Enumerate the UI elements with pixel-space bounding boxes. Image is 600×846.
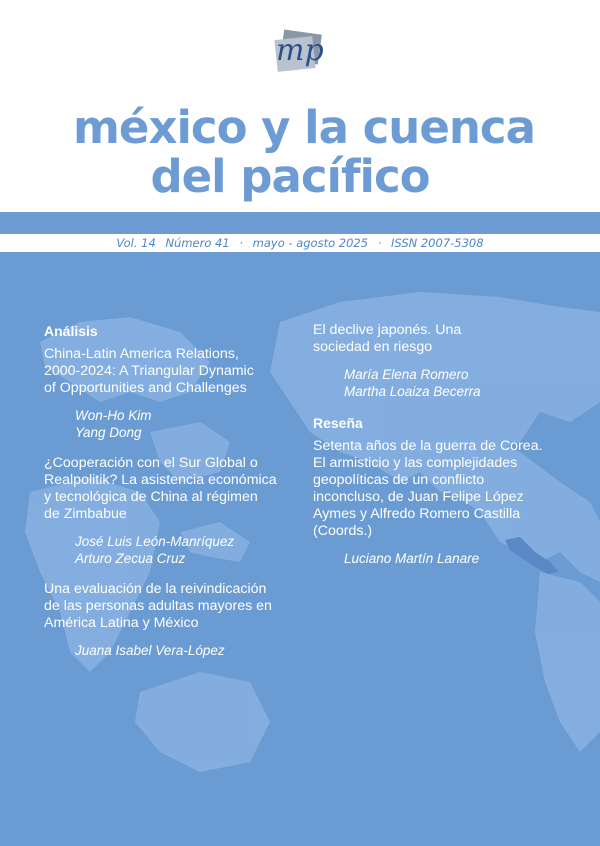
journal-title-line2: del pacífico bbox=[150, 150, 430, 203]
review-author: Luciano Martín Lanare bbox=[344, 551, 480, 566]
mp-logo-icon bbox=[268, 26, 334, 76]
article-title: China-Latin America Relations, bbox=[44, 346, 239, 362]
article-title: y tecnológica de China al régimen bbox=[44, 489, 258, 505]
review-title: Aymes y Alfredo Romero Castilla bbox=[313, 506, 521, 522]
article-title: El declive japonés. Una bbox=[313, 322, 462, 338]
volume: Vol. 14 bbox=[116, 236, 156, 250]
period: mayo - agosto 2025 bbox=[252, 236, 369, 250]
article-author: José Luis León-Manríquez bbox=[75, 534, 235, 549]
article-title: de Zimbabue bbox=[44, 506, 127, 522]
separator: · bbox=[377, 236, 382, 250]
contents-panel bbox=[0, 252, 600, 846]
article-author: Martha Loaiza Becerra bbox=[344, 384, 481, 399]
number: Número 41 bbox=[165, 236, 230, 250]
article-author: Won-Ho Kim bbox=[75, 408, 152, 423]
article-title: ¿Cooperación con el Sur Global o bbox=[44, 455, 258, 471]
article-title: of Opportunities and Challenges bbox=[44, 380, 247, 396]
header bbox=[0, 0, 600, 212]
separator: · bbox=[239, 236, 243, 250]
article-title: sociedad en riesgo bbox=[313, 339, 433, 355]
top-band bbox=[0, 212, 600, 234]
article-author: Juana Isabel Vera-López bbox=[75, 643, 225, 658]
article-title: Realpolitik? La asistencia económica bbox=[44, 472, 277, 488]
section-resena: Reseña bbox=[313, 415, 363, 431]
review bbox=[313, 438, 588, 567]
left-column bbox=[44, 322, 294, 659]
article bbox=[44, 346, 294, 441]
article-author: Arturo Zecua Cruz bbox=[75, 551, 186, 566]
issn: ISSN 2007-5308 bbox=[391, 236, 484, 250]
article-author: María Elena Romero bbox=[344, 367, 469, 382]
svg-text:mp: mp bbox=[276, 33, 324, 68]
article bbox=[44, 581, 294, 659]
review-title: geopolíticas de un conflicto bbox=[313, 472, 485, 488]
article bbox=[44, 455, 294, 567]
issue-info bbox=[0, 234, 600, 252]
journal-title-line1: méxico y la cuenca bbox=[73, 101, 535, 154]
section-analisis: Análisis bbox=[44, 323, 98, 339]
article-title: América Latina y México bbox=[44, 615, 199, 631]
article-author: Yang Dong bbox=[75, 425, 142, 440]
article-title: Una evaluación de la reivindicación bbox=[44, 581, 267, 597]
review-title: El armisticio y las complejidades bbox=[313, 455, 518, 471]
right-column bbox=[313, 322, 588, 567]
review-title: inconcluso, de Juan Felipe López bbox=[313, 489, 524, 505]
review-title: Setenta años de la guerra de Corea. bbox=[313, 438, 543, 454]
article-title: 2000-2024: A Triangular Dynamic bbox=[44, 363, 254, 379]
article bbox=[313, 322, 588, 400]
article-title: de las personas adultas mayores en bbox=[44, 598, 272, 614]
review-title: (Coords.) bbox=[313, 523, 373, 539]
